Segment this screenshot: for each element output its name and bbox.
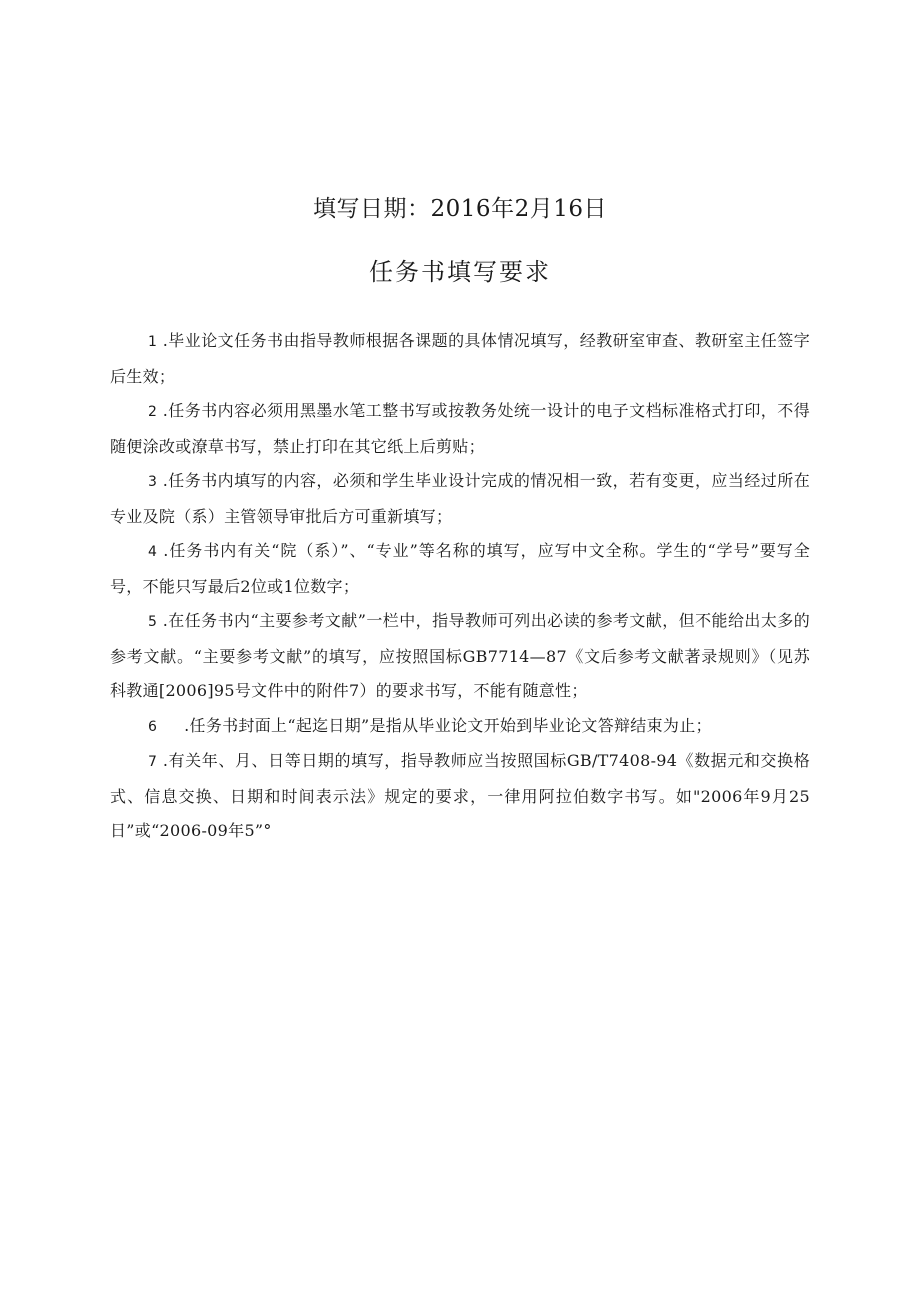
requirement-number: 4 bbox=[148, 544, 158, 560]
requirement-text: .任务书内填写的内容，必须和学生毕业设计完成的情况相一致，若有变更，应当经过所在专业及院（系）主管领导审批后方可重新填写； bbox=[110, 471, 810, 526]
requirement-text: .在任务书内“主要参考文献”一栏中，指导教师可列出必读的参考文献，但不能给出太多的参考文献。“主要参考文献”的填写，应按照国标GB7714—87《文后参考文献著录规则》（见苏科教通[2006]95号文件中的附件7）的要求书写，不能有随意性； bbox=[110, 611, 810, 700]
requirement-number: 5 bbox=[148, 614, 158, 630]
fill-date: 填写日期：2016年2月16日 bbox=[313, 196, 607, 222]
requirement-text: .任务书封面上“起迄日期”是指从毕业论文开始到毕业论文答辩结束为止； bbox=[157, 715, 712, 735]
page-title: 任务书填写要求 bbox=[369, 258, 551, 286]
requirement-item bbox=[110, 324, 810, 394]
requirement-text: .毕业论文任务书由指导教师根据各课题的具体情况填写，经教研室审查、教研室主任签字后生效； bbox=[110, 331, 810, 386]
requirement-item bbox=[110, 604, 810, 709]
requirement-number: 3 bbox=[148, 474, 158, 490]
requirements-list bbox=[110, 324, 810, 849]
requirement-item bbox=[110, 394, 810, 464]
requirement-number: 1 bbox=[148, 334, 158, 350]
requirement-number: 7 bbox=[148, 754, 158, 770]
requirement-item bbox=[110, 464, 810, 534]
requirement-item bbox=[110, 709, 810, 745]
requirement-text: .有关年、月、日等日期的填写，指导教师应当按照国标GB/T7408-94《数据元和交换格式、信息交换、日期和时间表示法》规定的要求，一律用阿拉伯数字书写。如"2006年9月25日”或“2006-09年5”° bbox=[110, 751, 810, 840]
requirement-text: .任务书内有关“院（系）”、“专业”等名称的填写，应写中文全称。学生的“学号”要写全号，不能只写最后2位或1位数字； bbox=[110, 541, 810, 596]
requirement-number: 2 bbox=[148, 404, 158, 420]
requirement-item bbox=[110, 534, 810, 604]
requirement-item bbox=[110, 744, 810, 849]
requirement-text: .任务书内容必须用黑墨水笔工整书写或按教务处统一设计的电子文档标准格式打印，不得随便涂改或潦草书写，禁止打印在其它纸上后剪贴； bbox=[110, 401, 810, 456]
requirement-number: 6 bbox=[148, 718, 158, 735]
